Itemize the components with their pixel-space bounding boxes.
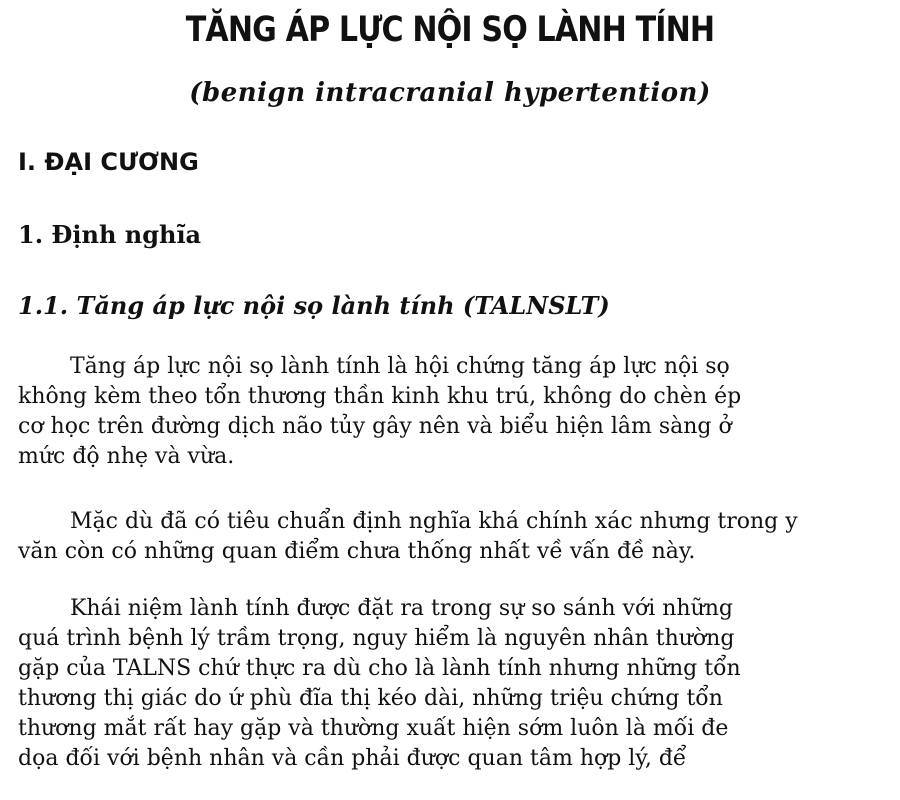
paragraph-line: Khái niệm lành tính được đặt ra trong sự so sánh với những (70, 596, 734, 621)
paragraph-line: thương thị giác do ứ phù đĩa thị kéo dài, những triệu chứng tổn (18, 686, 723, 711)
paragraph (18, 507, 888, 567)
paragraph-line: thương mắt rất hay gặp và thường xuất hiện sớm luôn là mối đe (18, 716, 729, 741)
document-subtitle: (benign intracranial hypertention) (189, 78, 711, 108)
paragraph (18, 352, 888, 472)
document-title: TĂNG ÁP LỰC NỘI SỌ LÀNH TÍNH (185, 10, 715, 50)
paragraph (18, 594, 888, 774)
paragraph-line: Mặc dù đã có tiêu chuẩn định nghĩa khá chính xác nhưng trong y (70, 509, 798, 534)
section-heading: I. ĐẠI CƯƠNG (18, 148, 199, 176)
paragraph-line: không kèm theo tổn thương thần kinh khu trú, không do chèn ép (18, 384, 742, 409)
subsubsection-heading: 1.1. Tăng áp lực nội sọ lành tính (TALNSLT) (18, 291, 610, 320)
paragraph-line: Tăng áp lực nội sọ lành tính là hội chứng tăng áp lực nội sọ (70, 354, 730, 379)
paragraph-line: văn còn có những quan điểm chưa thống nhất về vấn đề này. (18, 539, 696, 564)
paragraph-line: dọa đối với bệnh nhân và cần phải được quan tâm hợp lý, để (18, 746, 687, 771)
paragraph-line: cơ học trên đường dịch não tủy gây nên và biểu hiện lâm sàng ở (18, 414, 732, 439)
paragraph-line: mức độ nhẹ và vừa. (18, 444, 235, 469)
subsection-heading: 1. Định nghĩa (18, 220, 202, 249)
paragraph-line: gặp của TALNS chứ thực ra dù cho là lành tính nhưng những tổn (18, 656, 741, 681)
paragraph-line: quá trình bệnh lý trầm trọng, nguy hiểm là nguyên nhân thường (18, 626, 735, 651)
